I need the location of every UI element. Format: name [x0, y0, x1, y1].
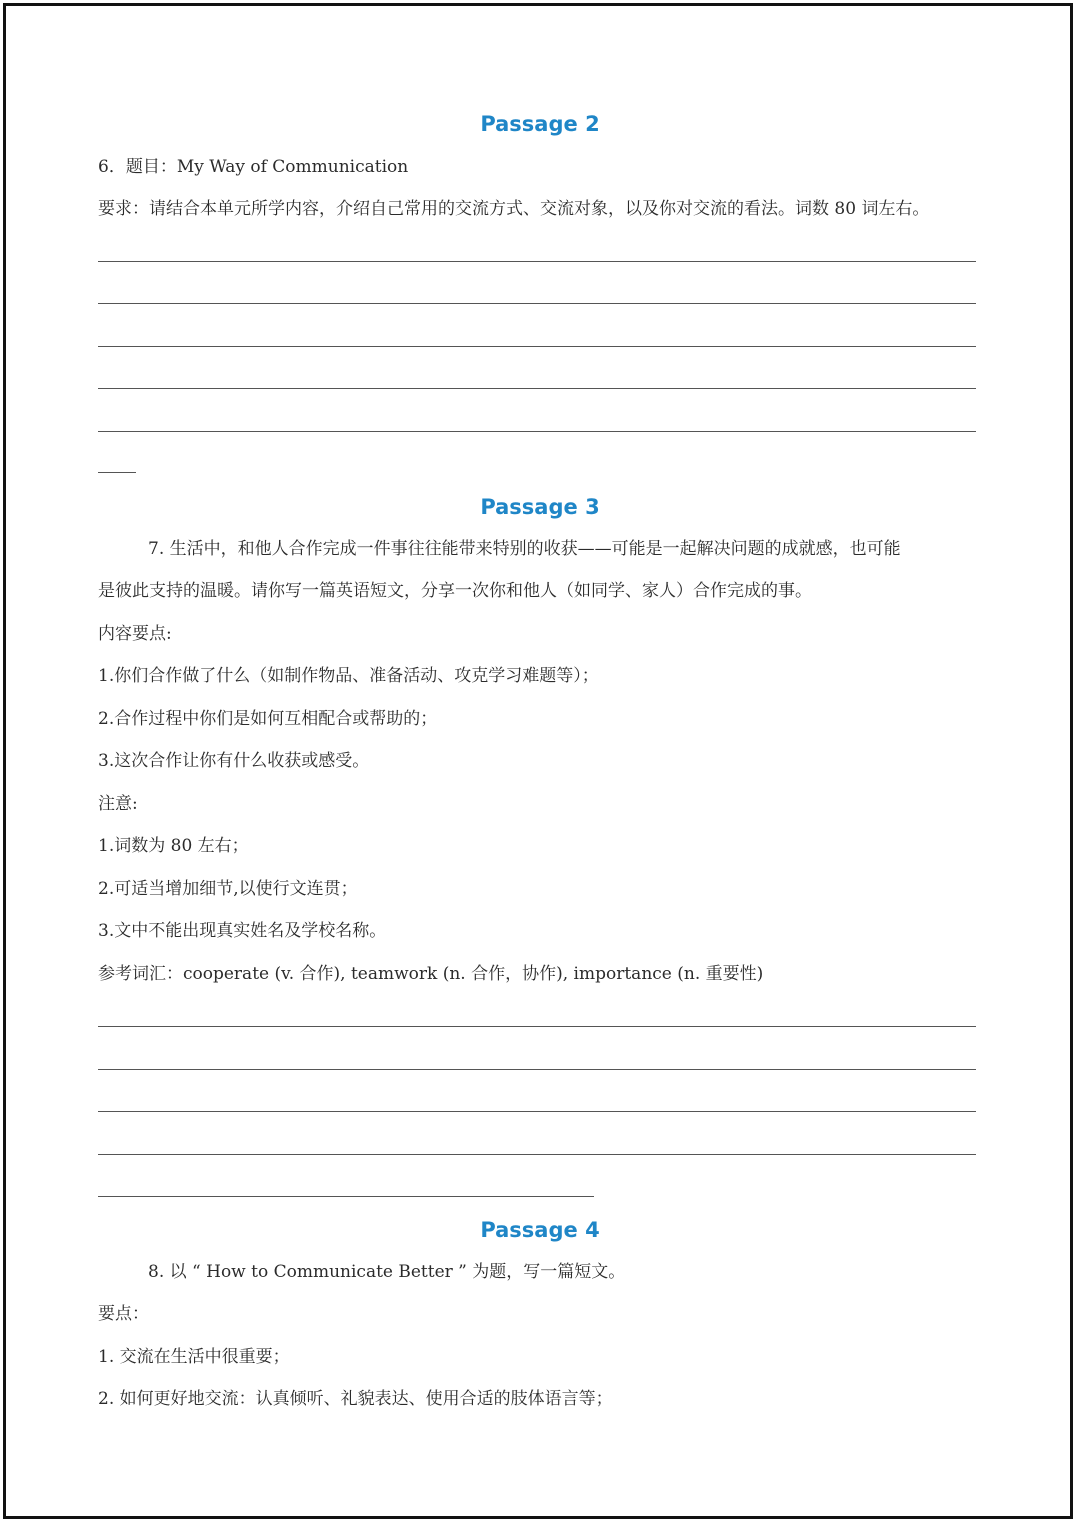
content-point: 1.你们合作做了什么（如制作物品、准备活动、攻克学习难题等）；	[98, 666, 599, 686]
question-7-intro-line-1: 7. 生活中，和他人合作完成一件事往往能带来特别的收获——可能是一起解决问题的成就感，也可能	[148, 539, 901, 559]
passage-3-heading: Passage 3	[480, 495, 600, 519]
content-point: 2.合作过程中你们是如何互相配合或帮助的；	[98, 709, 438, 729]
passage-2-heading: Passage 2	[480, 112, 600, 136]
answer-line[interactable]	[98, 388, 976, 389]
note-item: 3.文中不能出现真实姓名及学校名称。	[98, 921, 387, 941]
reference-vocabulary: 参考词汇：cooperate (v. 合作), teamwork (n. 合作，协作), importance (n. 重要性)	[98, 964, 764, 984]
answer-line[interactable]	[98, 1111, 976, 1112]
passage-4-heading: Passage 4	[480, 1218, 600, 1242]
answer-line-short[interactable]	[98, 472, 136, 473]
answer-line[interactable]	[98, 261, 976, 262]
content-points-label: 内容要点:	[98, 624, 172, 644]
notes-label: 注意:	[98, 794, 138, 814]
question-8-intro: 8. 以 “ How to Communicate Better ” 为题，写一篇短文。	[148, 1262, 626, 1282]
note-item: 2.可适当增加细节,以使行文连贯；	[98, 879, 358, 899]
answer-line[interactable]	[98, 1026, 976, 1027]
answer-line[interactable]	[98, 1069, 976, 1070]
answer-line[interactable]	[98, 431, 976, 432]
content-point: 3.这次合作让你有什么收获或感受。	[98, 751, 370, 771]
note-item: 1.词数为 80 左右；	[98, 836, 249, 856]
question-7-intro-line-2: 是彼此支持的温暖。请你写一篇英语短文，分享一次你和他人（如同学、家人）合作完成的事。	[98, 581, 812, 601]
answer-line[interactable]	[98, 1154, 976, 1155]
point-item: 2. 如何更好地交流：认真倾听、礼貌表达、使用合适的肢体语言等；	[98, 1389, 613, 1409]
point-item: 1. 交流在生活中很重要；	[98, 1347, 290, 1367]
points-label: 要点：	[98, 1304, 149, 1324]
question-6-requirement: 要求：请结合本单元所学内容，介绍自己常用的交流方式、交流对象，以及你对交流的看法。词数 80 词左右。	[98, 199, 930, 219]
answer-line-short[interactable]	[98, 1196, 594, 1197]
question-6-title: 6．题目：My Way of Communication	[98, 157, 409, 177]
answer-line[interactable]	[98, 346, 976, 347]
answer-line[interactable]	[98, 303, 976, 304]
